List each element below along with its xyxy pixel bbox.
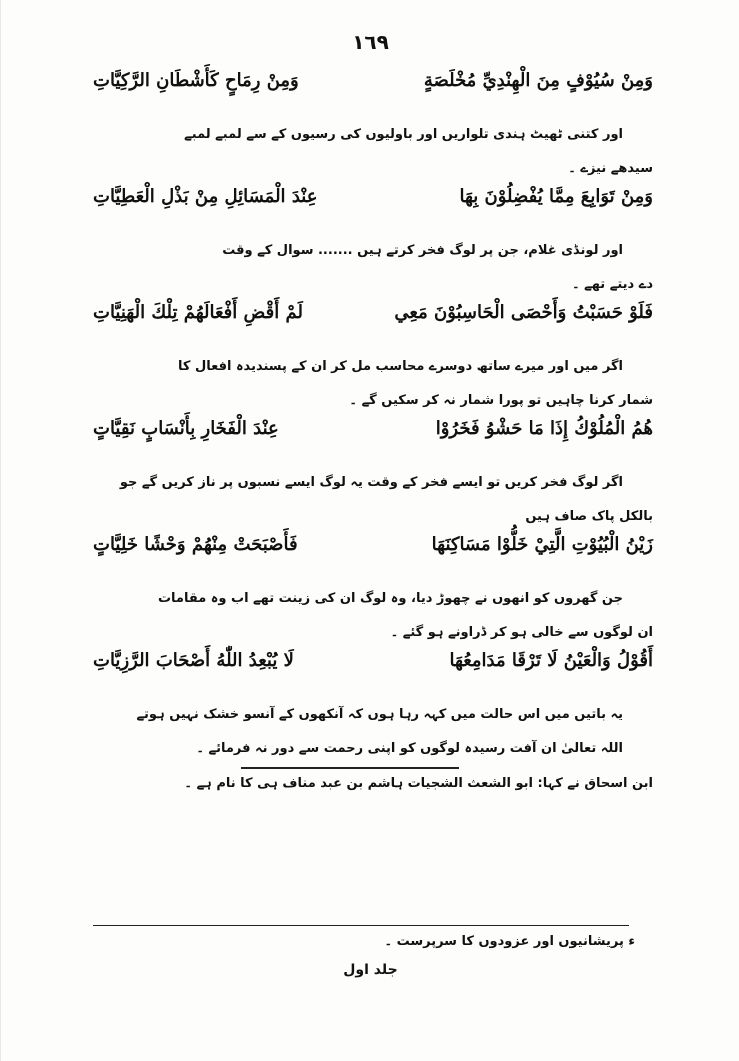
verse-hemistich-first: هُمُ الْمُلُوْكُ إِذَا مَا حَشْوُ فَخَرُوْا [435,418,653,439]
translation-line-second: اللہ تعالیٰ ان آفت رسیدہ لوگوں کو اپنی رحمت سے دور نہ فرمائے ۔ [196,741,623,756]
verse-line [93,302,653,350]
translation-line: اور لونڈی غلام، جن پر لوگ فخر کرتے ہیں ....... سوال کے وقت [222,243,623,258]
verse-hemistich-first: فَلَوْ حَسَبْتُ وَأَحْصَى الْحَاسِبُوْنَ مَعِي [394,302,653,323]
translation-continuation: بالکل پاک صاف ہیں [525,509,653,524]
translation-continuation: دے دیتے تھے ۔ [571,277,653,292]
verse-hemistich-second: فَأَصْبَحَتْ مِنْهُمْ وَحْشًا خَلِيَّاتٍ [93,534,298,555]
translation-continuation: ان لوگوں سے خالی ہو کر ڈراونے ہو گئے ۔ [390,625,653,640]
verse-line [93,650,653,698]
translation-line: جن گھروں کو انھوں نے چھوڑ دیا، وہ لوگ ان کی زینت تھے اب وہ مقامات [157,591,623,606]
translation-line: اور کتنی ٹھیٹ ہندی تلواریں اور باولیوں کی رسیوں کے سے لمبے لمبے [184,127,623,142]
verse-hemistich-second: لَمْ أَقْضِ أَفْعَالَهُمْ تِلْكَ الْهَنِيَّاتِ [93,302,303,323]
verse-hemistich-second: لَا يُبْعِدُ اللّٰهُ أَصْحَابَ الرَّزِيَّاتِ [93,650,294,671]
footnote-divider [93,925,629,926]
footnote: ء پریشانیوں اور عزودوں کا سرپرست ۔ [384,934,635,949]
translation-line: یہ باتیں میں اس حالت میں کہہ رہا ہوں کہ آنکھوں کے آنسو خشک نہیں ہوتے [136,707,623,722]
verse-line [93,418,653,466]
closing-note: ابن اسحاق نے کہا: ابو الشعث الشجیات ہاشم بن عبد مناف ہی کا نام ہے ۔ [184,776,653,791]
verse-hemistich-first: وَمِنْ تَوَابِعَ مِمَّا يُفْضِلُوْنَ بِهَا [459,186,653,207]
volume-label: جلد اول [343,962,398,978]
verse-line [93,534,653,582]
verse-hemistich-first: زَيْنُ الْبُيُوْتِ الَّتِيْ خَلُّوْا مَسَاكِنَهَا [431,534,653,555]
verse-line [93,70,653,118]
translation-line: اگر لوگ فخر کریں تو ایسے فخر کے وقت یہ لوگ ایسے نسبوں پر ناز کریں گے جو [119,475,623,490]
page-number: ١٦٩ [352,30,389,54]
verse-hemistich-second: وَمِنْ رِمَاحٍ كَأَشْطَانِ الرَّكِيَّاتِ [93,70,299,91]
stanza-1 [93,70,653,186]
verse-hemistich-second: عِنْدَ الْمَسَائِلِ مِنْ بَذْلِ الْعَطِيَّاتِ [93,186,318,207]
section-divider [241,767,459,769]
poem-content [93,70,653,802]
verse-line [93,186,653,234]
stanza-2 [93,186,653,302]
stanza-6 [93,650,653,766]
stanza-5 [93,534,653,650]
translation-continuation: سیدھے نیزے ۔ [568,161,653,176]
translation-line: اگر میں اور میرے ساتھ دوسرے محاسب مل کر ان کے پسندیدہ افعال کا [177,359,623,374]
translation-continuation: شمار کرنا چاہیں تو پورا شمار نہ کر سکیں گے ۔ [349,393,653,408]
verse-hemistich-second: عِنْدَ الْفَخَارِ بِأَنْسَابٍ نَقِيَّاتٍ [93,418,279,439]
stanza-3 [93,302,653,418]
stanza-4 [93,418,653,534]
verse-hemistich-first: أَقُوْلُ وَالْعَيْنُ لَا تَرْقَا مَدَامِعُهَا [449,650,653,671]
verse-hemistich-first: وَمِنْ سُيُوْفٍ مِنَ الْهِنْدِيِّ مُخْلَصَةٍ [423,70,653,91]
